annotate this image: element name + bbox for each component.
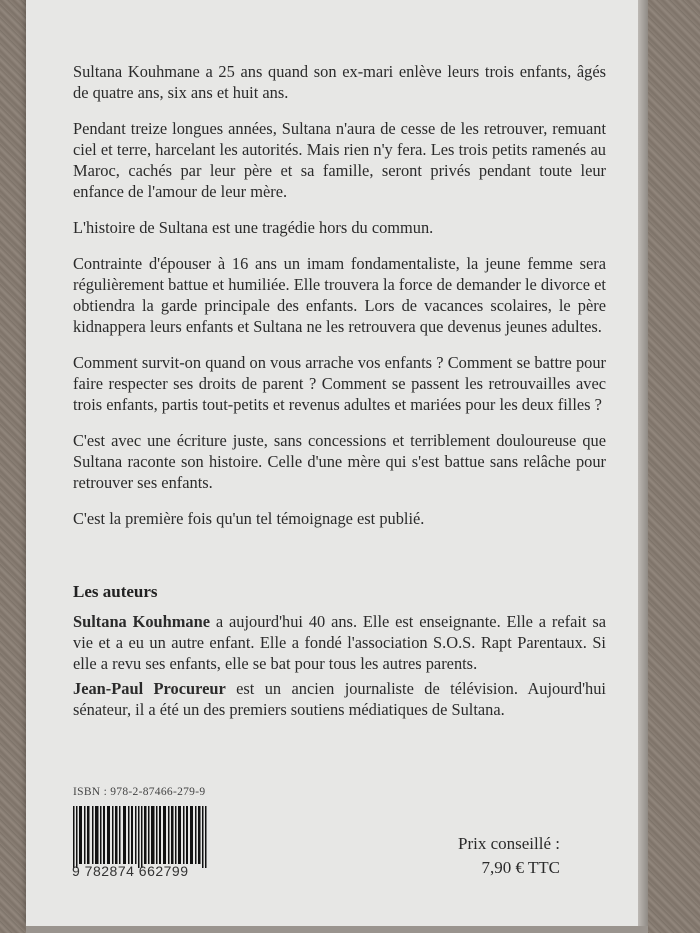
blurb: [73, 61, 606, 544]
blurb-paragraph-2: Pendant treize longues années, Sultana n'aura de cesse de les retrouver, remuant ciel et terre, harcelant les autorités. Mais rien n'y fera. Les trois petits ramenés au Maroc, cachés par leur père et sa famille, seront privés pendant toute leur enfance de l'amour de leur mère.: [73, 119, 606, 201]
blurb-paragraph-6: C'est avec une écriture juste, sans concessions et terriblement douloureuse que Sultana raconte son histoire. Celle d'une mère qui s'est battue sans relâche pour retrouver ses enfants.: [73, 431, 606, 492]
blurb-paragraph-3: L'histoire de Sultana est une tragédie hors du commun.: [73, 218, 434, 237]
authors-section: [73, 611, 606, 724]
author-2-text: est un ancien journaliste de télévision. Aujourd'hui sénateur, il a été un des premiers soutiens médiatiques de Sultana.: [73, 679, 606, 719]
blurb-paragraph-5: Comment survit-on quand on vous arrache vos enfants ? Comment se battre pour faire respecter ses droits de parent ? Comment se passent les retrouvailles avec trois enfants, partis tout-petits et revenus adultes et mariées pour les deux filles ?: [73, 353, 606, 414]
book-bottom-edge: [26, 926, 648, 933]
isbn-label: ISBN : 978-2-87466-279-9: [73, 786, 206, 798]
price-value: 7,90 € TTC: [481, 858, 560, 877]
book-spine-edge: [638, 0, 648, 926]
author-1-bio: [73, 611, 606, 674]
author-1-name: Sultana Kouhmane: [73, 612, 211, 631]
blurb-paragraph-4: Contrainte d'épouser à 16 ans un imam fondamentaliste, la jeune femme sera régulièrement battue et humiliée. Elle trouvera la force de demander le divorce et obtiendra la garde principale des enfants. Lors de vacances scolaires, le père kidnappera leurs enfants et Sultana ne les retrouvera que devenus jeunes adultes.: [73, 254, 606, 336]
author-1-text: a aujourd'hui 40 ans. Elle est enseignante. Elle a refait sa vie et a eu un autre enfant. Elle a fondé l'association S.O.S. Rapt Parentaux. Si elle a revu ses enfants, elle se bat pour tous les autres parents.: [73, 612, 606, 673]
author-2-name: Jean-Paul Procureur: [73, 679, 226, 698]
barcode-image: [73, 806, 209, 868]
authors-heading: Les auteurs: [73, 582, 158, 601]
price-label: Prix conseillé :: [458, 834, 560, 853]
blurb-paragraph-1: Sultana Kouhmane a 25 ans quand son ex-mari enlève leurs trois enfants, âgés de quatre ans, six ans et huit ans.: [73, 62, 606, 102]
blurb-paragraph-7: C'est la première fois qu'un tel témoignage est publié.: [73, 509, 425, 528]
barcode-digits: 9 782874 662799: [72, 863, 189, 879]
price-block: [440, 832, 560, 880]
author-2-bio: [73, 678, 606, 720]
